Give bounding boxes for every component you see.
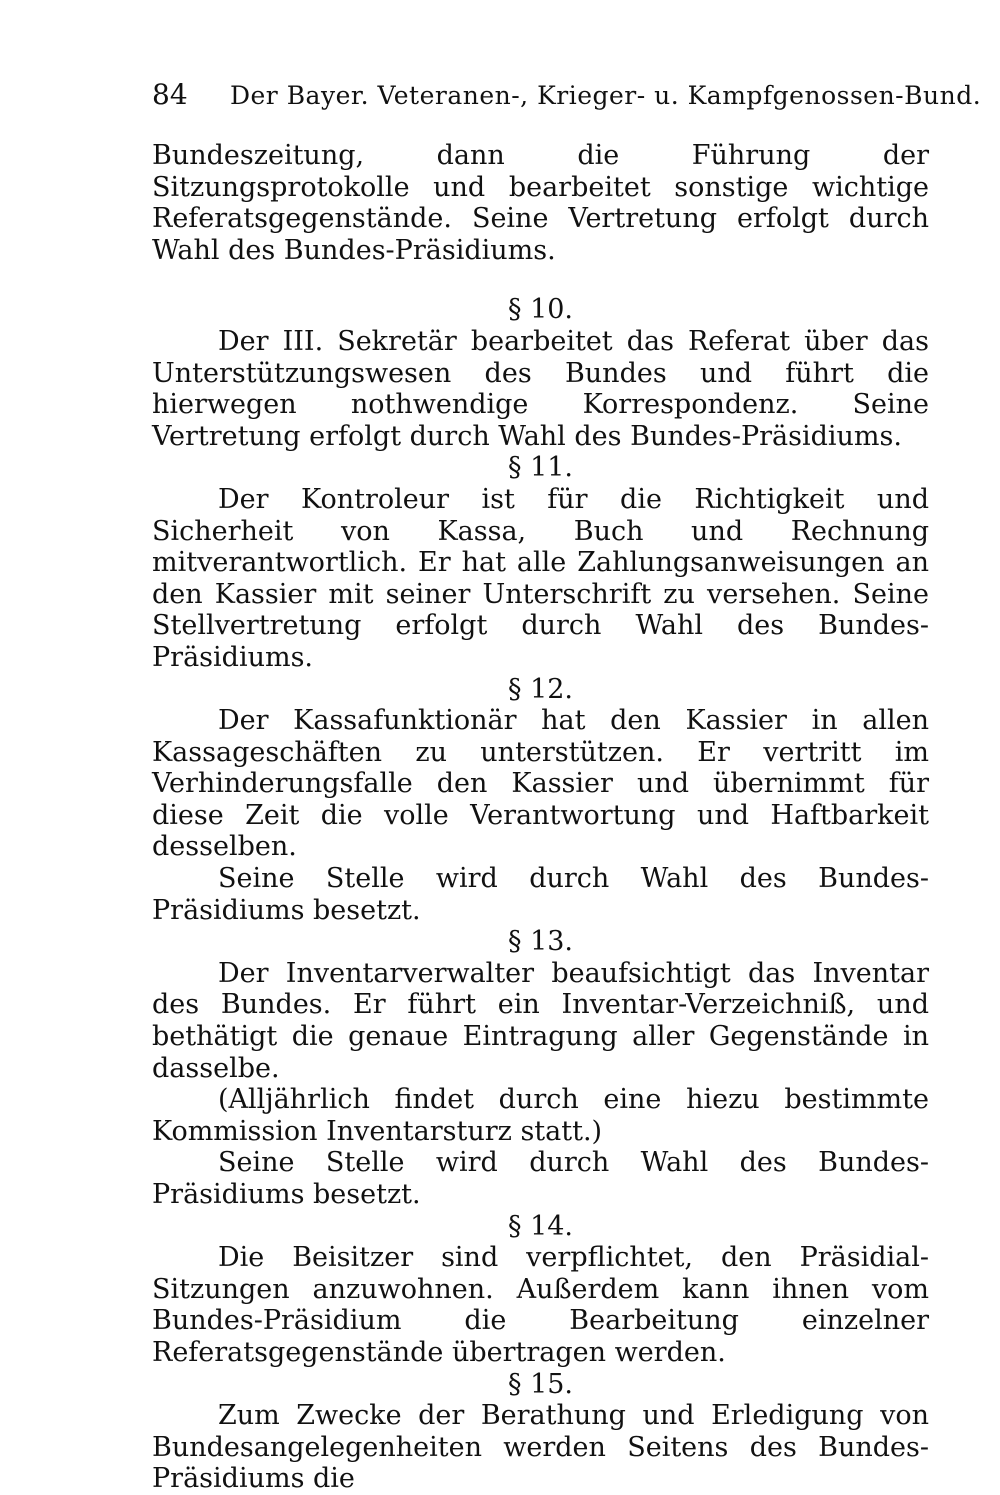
section-heading: § 10. [507,294,574,326]
paragraph: Der Kassafunktionär hat den Kassier in allen Kassageschäften zu unterstützen. Er vertritt im Verhinderungsfalle den Kassier und übernimmt für diese Zeit die volle Verantwortung und Haftbarkeit desselben. [152,705,929,863]
paragraph: Zum Zwecke der Berathung und Erledigung von Bundesangelegenheiten werden Seitens des Bundes-Präsidiums die [152,1400,929,1495]
page-body [152,140,929,1495]
section-heading: § 11. [507,452,574,484]
paragraph: Die Beisitzer sind verpflichtet, den Präsidial-Sitzungen anzuwohnen. Außerdem kann ihnen vom Bundes-Präsidium die Bearbeitung einzelner Referatsgegenstände übertragen werden. [152,1242,929,1368]
paragraph: Bundeszeitung, dann die Führung der Sitzungsprotokolle und bearbeitet sonstige wichtige Referatsgegenstände. Seine Vertretung erfolgt durch Wahl des Bundes-Präsidiums. [152,140,929,266]
paragraph: Der III. Sekretär bearbeitet das Referat über das Unterstützungswesen des Bundes und führt die hierwegen nothwendige Korrespondenz. Seine Vertretung erfolgt durch Wahl des Bundes-Präsidiums. [152,325,929,452]
paragraph: Der Inventarverwalter beaufsichtigt das Inventar des Bundes. Er führt ein Inventar-Verzeichniß, und bethätigt die genaue Eintragung aller Gegenstände in dasselbe. [152,957,929,1084]
section-heading: § 14. [507,1210,574,1242]
page-header [152,78,982,112]
running-title: Der Bayer. Veteranen-, Krieger- u. Kampfgenossen-Bund. [229,81,982,110]
section-heading: § 13. [507,926,574,958]
paragraph: Seine Stelle wird durch Wahl des Bundes-Präsidiums besetzt. [152,1147,929,1210]
section-heading: § 12. [507,673,574,705]
page-number: 84 [152,78,188,111]
section-heading: § 15. [507,1368,574,1400]
paragraph: Der Kontroleur ist für die Richtigkeit und Sicherheit von Kassa, Buch und Rechnung mitverantwortlich. Er hat alle Zahlungsanweisungen an den Kassier mit seiner Unterschrift zu versehen. Seine Stellvertretung erfolgt durch Wahl des Bundes-Präsidiums. [152,483,929,673]
paragraph: Seine Stelle wird durch Wahl des Bundes-Präsidiums besetzt. [152,863,929,926]
paragraph: (Alljährlich findet durch eine hiezu bestimmte Kommission Inventarsturz statt.) [152,1084,929,1147]
